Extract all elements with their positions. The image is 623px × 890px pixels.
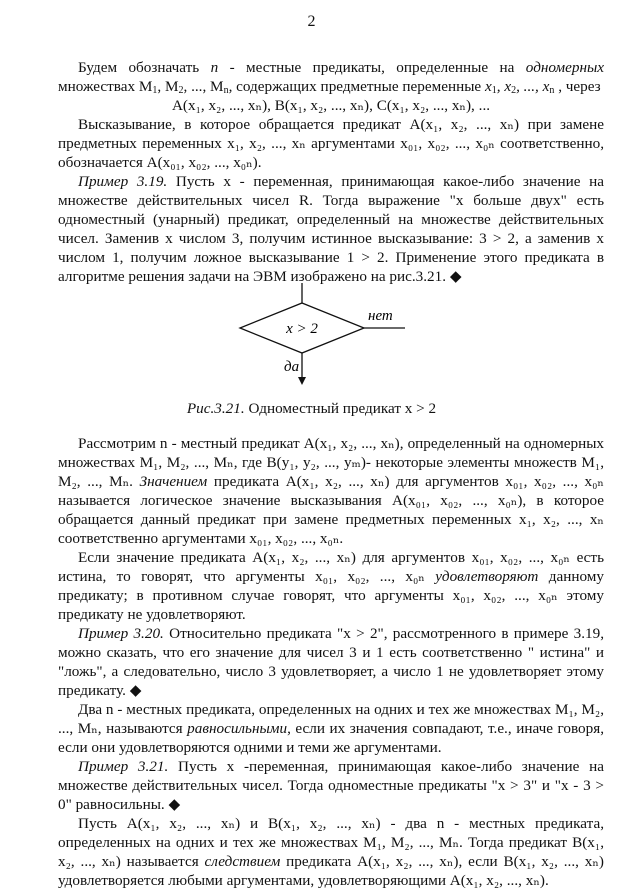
- text-span: , ..., M: [183, 78, 224, 95]
- section-bottom: [58, 434, 604, 890]
- subscript: 1: [152, 85, 158, 96]
- figure-caption: [0, 399, 623, 418]
- example-title: Пример 3.21.: [78, 758, 169, 775]
- example-text: Пусть x -переменная, принимающая какое-либо значение на множестве действительных чисел. Тогда одноместные предикаты "x > 3" и "x - 3 > 0" равносильны. ◆: [58, 758, 605, 813]
- italic-term: следствием: [204, 853, 281, 870]
- italic-term: Значением: [139, 473, 208, 490]
- text-span: , если их значения совпадают, т.е., иначе говоря, если они удовлетворяются одними и теми же аргументами.: [58, 720, 604, 756]
- text-span: предиката A(x₁, x₂, ..., xₙ), если B(x₁, x₂, ..., xₙ) удовлетворяется любыми аргументами, удовлетворяющими A(x₁, x₂, ..., xₙ).: [58, 853, 604, 889]
- text-span: Пусть A(x₁, x₂, ..., xₙ) и B(x₁, x₂, ..., xₙ) - два n - местных предиката, определенных на одних и тех же множествах M₁, M₂, ..., Mₙ. Тогда предикат B(x₁, x₂, ..., xₙ) называется: [58, 815, 604, 870]
- italic-term: равносильными: [187, 720, 288, 737]
- paragraph-equivalent: [58, 700, 604, 757]
- text-span: Если значение предиката A(x₁, x₂, ..., xₙ) для аргументов x₀₁, x₀₂, ..., x₀ₙ есть истина, то говорят, что аргументы x₀₁, x₀₂, ..., x₀ₙ: [58, 549, 604, 585]
- text-span: , содержащих предметные переменные: [228, 78, 485, 95]
- arrow-head: [298, 377, 306, 385]
- italic-term: одномерных: [525, 59, 605, 76]
- italic-var: , ..., x: [516, 78, 550, 95]
- italic-var: x: [484, 78, 492, 95]
- flowchart-diagram: [0, 283, 623, 388]
- subscript: 2: [178, 85, 184, 96]
- page-number: 2: [307, 13, 316, 30]
- paragraph-statement: Высказывание, в которое обращается предикат A(x₁, x₂, ..., xₙ) при замене предметных переменных x₁, x₂, ..., xₙ аргументами x₀₁, x₀₂, ..., x₀ₙ соответственно, обозначается A(x₀₁, x₀₂, ..., x₀ₙ).: [58, 116, 604, 171]
- example-3-20: [58, 624, 604, 700]
- caption-title: Рис.3.21.: [186, 400, 245, 417]
- example-text: Пусть x - переменная, принимающая какое-либо значение на множестве действительных чисел R. Тогда выражение "x больше двух" есть одноместный (унарный) предикат, определенный на множестве действительных чисел. Заменив x числом 3, получим истинное высказывание: 3 > 2, а заменив x числом 1, получим ложное высказывание 1 > 2. Применение этого предиката в алгоритме решения задачи на ЭВМ изображено на рис.3.21. ◆: [58, 173, 605, 285]
- example-text: Относительно предиката "x > 2", рассмотренного в примере 3.19, можно сказать, что его значение для чисел 3 и 1 есть соответственно " истина" и "ложь", а следовательно, число 3 удовлетворяет, а число 1 не удовлетворяет этому предикату. ◆: [58, 625, 604, 699]
- text-span: Два n - местных предиката, определенных на одних и тех же множествах M₁, M₂, ..., Mₙ, называются: [58, 701, 604, 737]
- example-3-19: [58, 172, 604, 286]
- paragraph-intro: [58, 58, 604, 96]
- text-span: Рассмотрим n - местный предикат A(x₁, x₂, ..., xₙ), определенный на одномерных множествах M₁, M₂, ..., Mₙ, где B(y₁, y₂, ..., yₘ)- некоторые элементы множеств M₁, M₂, ..., Mₙ.: [58, 435, 604, 490]
- example-title: Пример 3.20.: [78, 625, 164, 642]
- text-span: множествах M: [58, 78, 153, 95]
- text-span: , через: [554, 78, 601, 95]
- caption-text: Одноместный предикат x > 2: [244, 400, 437, 417]
- italic-n: n: [210, 59, 219, 76]
- yes-label: да: [284, 359, 300, 375]
- example-3-21: [58, 757, 604, 814]
- italic-term: удовлетворяют: [435, 568, 539, 585]
- italic-var: , x: [496, 78, 512, 95]
- section-top: [58, 58, 604, 286]
- text-span: предиката A(x₁, x₂, ..., xₙ) для аргументов x₀₁, x₀₂, ..., x₀ₙ называется логическое значение высказывания A(x₀₁, x₀₂, ..., x₀ₙ), в которое обращается данный предикат при замене предметных переменных x₁, x₂, ..., xₙ соответственно аргументами x₀₁, x₀₂, ..., x₀ₙ.: [58, 473, 604, 547]
- subscript: 1: [491, 85, 497, 96]
- paragraph-value: [58, 434, 604, 548]
- no-label: нет: [368, 308, 393, 324]
- subscript: n: [223, 85, 229, 96]
- predicate-list: A(x₁, x₂, ..., xₙ), B(x₁, x₂, ..., xₙ), C(x₁, x₂, ..., xₙ), ...: [171, 97, 491, 114]
- subscript: 2: [511, 85, 517, 96]
- condition-label: x > 2: [286, 321, 318, 337]
- paragraph-satisfy: [58, 548, 604, 624]
- text-span: , M: [157, 78, 179, 95]
- subscript: n: [549, 85, 555, 96]
- text-span: - местные предикаты, определенные на: [218, 59, 526, 76]
- flowchart-svg: [0, 283, 623, 388]
- text-span: данному предикату; в противном случае говорят, что аргументы x₀₁, x₀₂, ..., x₀ₙ этому предикату не удовлетворяют.: [58, 568, 605, 623]
- text-span: Будем обозначать: [78, 59, 211, 76]
- example-title: Пример 3.19.: [78, 173, 168, 190]
